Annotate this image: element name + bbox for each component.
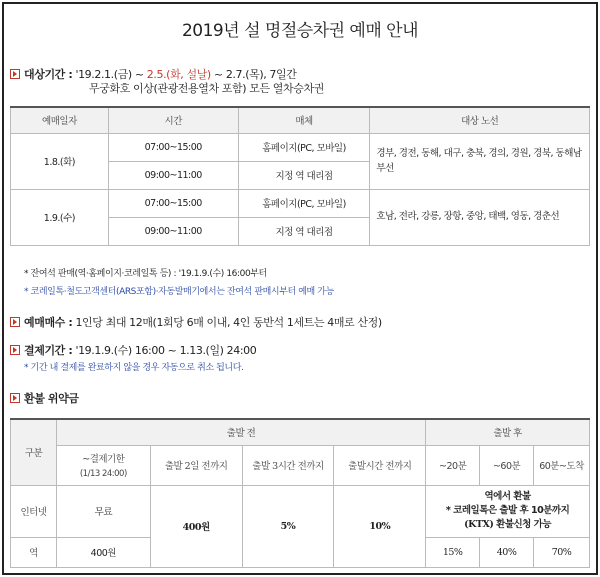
period-suffix: ~ 2.7.(목), 7일간 bbox=[210, 68, 297, 81]
fee-departure: 10% bbox=[334, 485, 426, 567]
header-arrival: 60분~도착 bbox=[534, 445, 590, 485]
deadline-label: ~결제기한 bbox=[82, 454, 125, 465]
header-category: 구분 bbox=[11, 419, 57, 485]
header-after: 출발 후 bbox=[426, 419, 590, 445]
header-before: 출발 전 bbox=[56, 419, 425, 445]
quantity-section bbox=[10, 314, 382, 330]
header-time: 시간 bbox=[108, 107, 238, 133]
schedule-time: 07:00~15:00 bbox=[108, 189, 238, 217]
header-60min: ~60분 bbox=[480, 445, 534, 485]
schedule-media: 지정 역 대리점 bbox=[238, 161, 370, 189]
schedule-time: 09:00~11:00 bbox=[108, 161, 238, 189]
refund-table bbox=[10, 418, 590, 568]
row-internet: 인터넷 bbox=[11, 485, 57, 537]
header-20min: ~20분 bbox=[426, 445, 480, 485]
header-3hours: 출발 3시간 전까지 bbox=[242, 445, 334, 485]
header-date: 예매일자 bbox=[11, 107, 109, 133]
note-remaining: * 잔여석 판매(역·홈페이지·코레일톡 등) : '19.1.9.(수) 16:00부터 bbox=[24, 269, 267, 279]
bullet-arrow-icon bbox=[10, 69, 20, 79]
header-departure: 출발시간 전까지 bbox=[334, 445, 426, 485]
internet-after-line1: 역에서 환불 bbox=[484, 491, 531, 503]
schedule-media: 홈페이지(PC, 모바일) bbox=[238, 133, 370, 161]
period-line2: 무궁화호 이상(관광전용열차 포함) 모든 열차승차권 bbox=[89, 82, 324, 95]
payment-note: * 기간 내 결제를 완료하지 않을 경우 자동으로 취소 됩니다. bbox=[24, 363, 244, 373]
bullet-arrow-icon bbox=[10, 317, 20, 327]
bullet-arrow-icon bbox=[10, 345, 20, 355]
schedule-date: 1.9.(수) bbox=[11, 189, 109, 245]
schedule-time: 09:00~11:00 bbox=[108, 217, 238, 245]
station-arrival: 70% bbox=[534, 537, 590, 567]
schedule-time: 07:00~15:00 bbox=[108, 133, 238, 161]
schedule-routes: 호남, 전라, 강릉, 장항, 중앙, 태백, 영동, 경춘선 bbox=[370, 189, 590, 245]
internet-after-line2: * 코레일톡은 출발 후 10분까지 bbox=[445, 505, 570, 517]
refund-label: 환불 위약금 bbox=[24, 392, 79, 405]
period-prefix: '19.2.1.(금) ~ bbox=[72, 68, 147, 81]
table-row bbox=[11, 189, 590, 217]
page-title: 2019년 설 명절승차권 예매 안내 bbox=[181, 21, 419, 41]
internet-deadline: 무료 bbox=[56, 485, 150, 537]
internet-after-note bbox=[426, 485, 590, 537]
period-highlight: 2.5.(화, 설날) bbox=[146, 68, 211, 81]
payment-label: 결제기간 : bbox=[24, 344, 73, 357]
schedule-table bbox=[10, 106, 590, 246]
quantity-text: 1인당 최대 12매(1회당 6매 이내, 4인 동반석 1세트는 4매로 산정) bbox=[72, 316, 382, 329]
quantity-label: 예매매수 : bbox=[24, 316, 73, 329]
period-label: 대상기간 : bbox=[24, 68, 73, 81]
fee-2days: 400원 bbox=[150, 485, 242, 567]
header-2days: 출발 2일 전까지 bbox=[150, 445, 242, 485]
header-deadline bbox=[56, 445, 150, 485]
payment-text: '19.1.9.(수) 16:00 ~ 1.13.(일) 24:00 bbox=[72, 344, 257, 357]
table-row bbox=[11, 485, 590, 537]
header-media: 매체 bbox=[238, 107, 370, 133]
schedule-routes: 경부, 경전, 동해, 대구, 충북, 경의, 경원, 경북, 동해남부선 bbox=[370, 133, 590, 189]
payment-section bbox=[10, 342, 256, 358]
station-deadline: 400원 bbox=[56, 537, 150, 567]
schedule-header-row bbox=[11, 107, 590, 133]
fee-3hours: 5% bbox=[242, 485, 334, 567]
table-row bbox=[11, 133, 590, 161]
row-station: 역 bbox=[11, 537, 57, 567]
refund-header-row bbox=[11, 419, 590, 445]
refund-section bbox=[10, 390, 79, 406]
station-20min: 15% bbox=[426, 537, 480, 567]
station-60min: 40% bbox=[480, 537, 534, 567]
header-routes: 대상 노선 bbox=[370, 107, 590, 133]
deadline-date: (1/13 24:00) bbox=[79, 469, 127, 479]
schedule-date: 1.8.(화) bbox=[11, 133, 109, 189]
schedule-media: 지정 역 대리점 bbox=[238, 217, 370, 245]
refund-subheader-row bbox=[11, 445, 590, 485]
schedule-media: 홈페이지(PC, 모바일) bbox=[238, 189, 370, 217]
internet-after-line3: (KTX) 환불신청 가능 bbox=[464, 518, 552, 530]
note-call-center: * 코레일톡·철도고객센터(ARS포함)·자동발매기에서는 잔여석 판매시부터 예매 가능 bbox=[24, 287, 334, 297]
bullet-arrow-icon bbox=[10, 393, 20, 403]
